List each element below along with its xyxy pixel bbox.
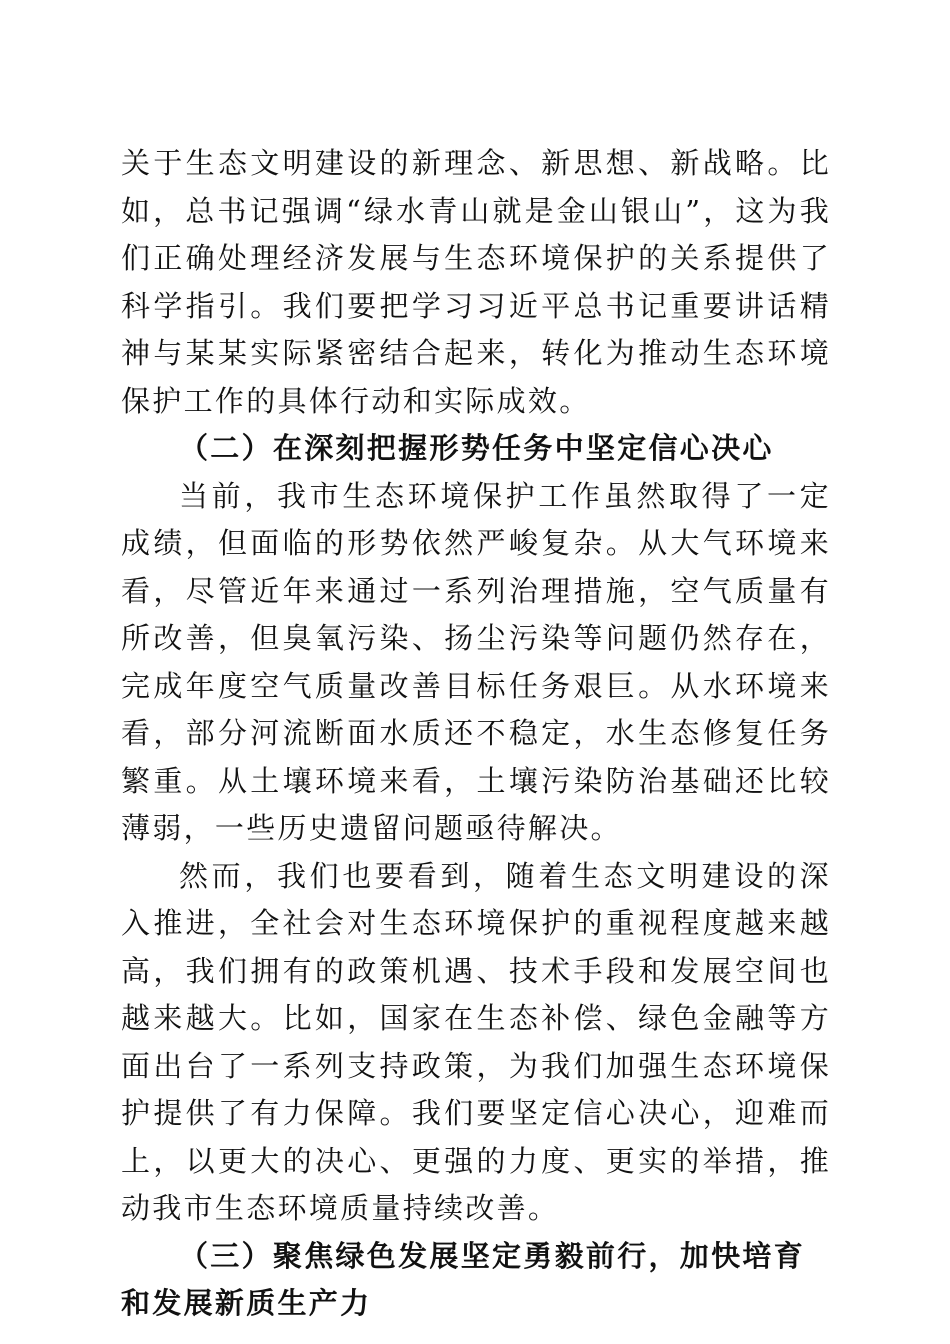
- section-heading-2: （二）在深刻把握形势任务中坚定信心决心: [179, 431, 774, 465]
- section-heading-3: （三）聚焦绿色发展坚定勇毅前行，加快培育和发展新质生产力: [121, 1238, 806, 1320]
- paragraph-continuation: 关于生态文明建设的新理念、新思想、新战略。比如，总书记强调“绿水青山就是金山银山”，这为我们正确处理经济发展与生态环境保护的关系提供了科学指引。我们要把学习习近平总书记重要讲话精神与某某实际紧密结合起来，转化为推动生态环境保护工作的具体行动和实际成效。: [121, 146, 831, 418]
- paragraph-situation: 当前，我市生态环境保护工作虽然取得了一定成绩，但面临的形势依然严峻复杂。从大气环境来看，尽管近年来通过一系列治理措施，空气质量有所改善，但臭氧污染、扬尘污染等问题仍然存在，完成年度空气质量改善目标任务艰巨。从水环境来看，部分河流断面水质还不稳定，水生态修复任务繁重。从土壤环境来看，土壤污染防治基础还比较薄弱，一些历史遗留问题亟待解决。: [121, 478, 831, 845]
- paragraph-opportunity: 然而，我们也要看到，随着生态文明建设的深入推进，全社会对生态环境保护的重视程度越来越高，我们拥有的政策机遇、技术手段和发展空间也越来越大。比如，国家在生态补偿、绿色金融等方面出台了一系列支持政策，为我们加强生态环境保护提供了有力保障。我们要坚定信心决心，迎难而上，以更大的决心、更强的力度、更实的举措，推动我市生态环境质量持续改善。: [121, 858, 831, 1225]
- document-body: [121, 140, 831, 1328]
